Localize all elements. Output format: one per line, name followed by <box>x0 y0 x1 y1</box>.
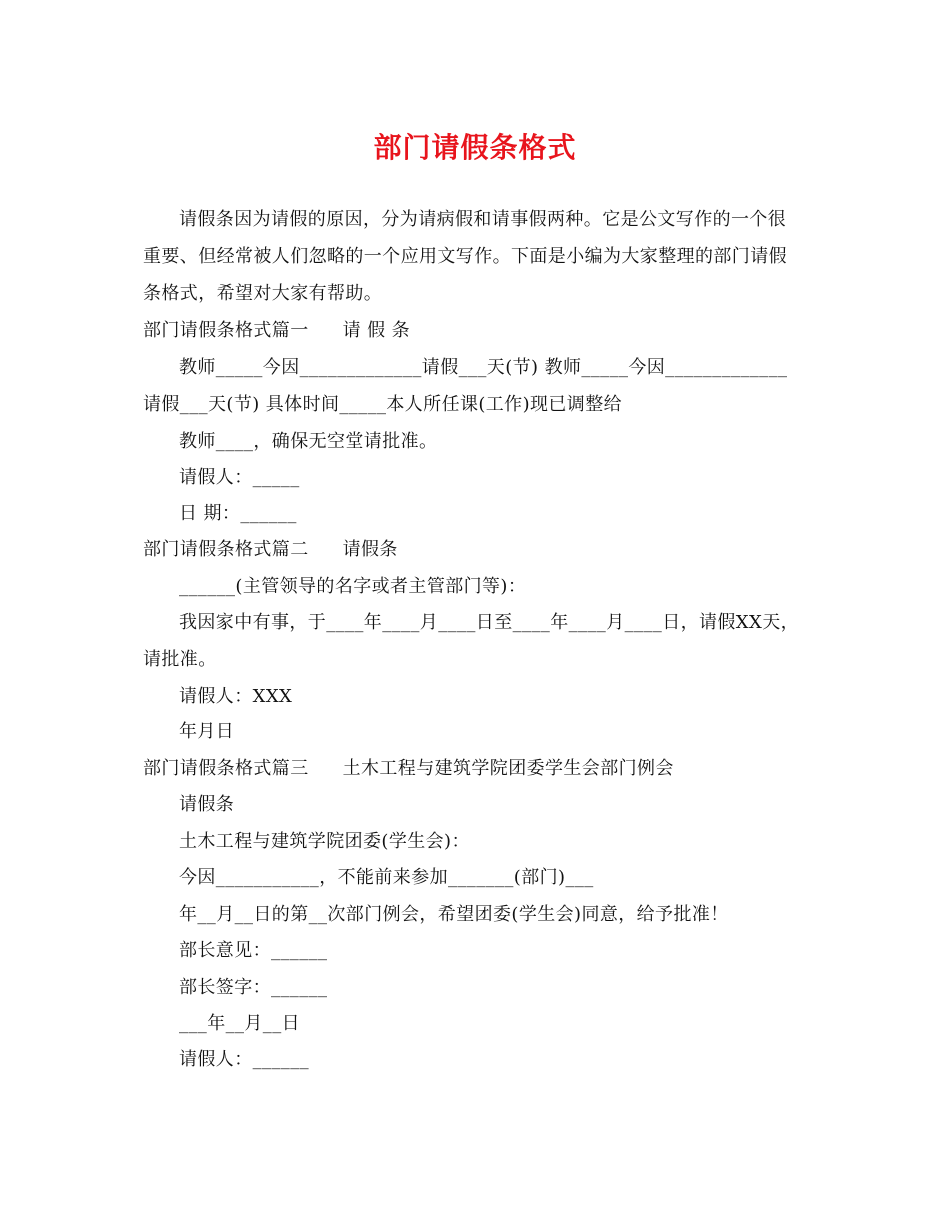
body-line: 请假条 <box>179 794 235 815</box>
section-heading-label: 部门请假条格式篇三 <box>143 758 309 779</box>
body-line: 我因家中有事，于____年____月____日至____年____月____日，请假XX天， <box>179 612 800 633</box>
section-heading-label: 部门请假条格式篇一 <box>143 320 309 341</box>
body-line: 部长意见：______ <box>179 940 328 961</box>
section-heading-title: 土木工程与建筑学院团委学生会部门例会 <box>342 758 674 779</box>
body-line: 土木工程与建筑学院团委(学生会)： <box>179 831 470 852</box>
body-line: 今因___________，不能前来参加_______(部门)___ <box>179 867 594 888</box>
body-line: ______(主管领导的名字或者主管部门等)： <box>179 576 527 597</box>
section-heading-label: 部门请假条格式篇二 <box>143 539 309 560</box>
body-line: 年月日 <box>179 721 235 742</box>
body-line: 年__月__日的第__次部门例会，希望团委(学生会)同意，给予批准！ <box>179 904 729 925</box>
body-line: 教师_____今因_____________请假___天(节) 教师_____今因_____________ <box>179 357 788 378</box>
document-title: 部门请假条格式 <box>373 131 577 164</box>
section-heading <box>143 318 410 344</box>
body-line: ___年__月__日 <box>179 1013 300 1034</box>
section-heading-title: 请假条 <box>342 539 398 560</box>
section-heading <box>143 537 398 563</box>
section-heading-title: 请 假 条 <box>342 320 411 341</box>
body-line: 请假人：_____ <box>179 467 300 488</box>
body-line: 请假___天(节) 具体时间_____本人所任课(工作)现已调整给 <box>143 394 623 415</box>
intro-line: 重要、但经常被人们忽略的一个应用文写作。下面是小编为大家整理的部门请假 <box>143 246 787 267</box>
intro-line: 条格式，希望对大家有帮助。 <box>143 283 383 304</box>
body-line: 部长签字：______ <box>179 977 328 998</box>
body-line: 请假人：______ <box>179 1049 309 1070</box>
section-heading <box>143 756 674 782</box>
body-line: 请假人：XXX <box>179 686 293 707</box>
body-line: 日 期：______ <box>179 503 297 524</box>
body-line: 教师____，确保无空堂请批准。 <box>179 431 438 452</box>
body-line: 请批准。 <box>143 649 217 670</box>
intro-line: 请假条因为请假的原因，分为请病假和请事假两种。它是公文写作的一个很 <box>179 209 787 230</box>
